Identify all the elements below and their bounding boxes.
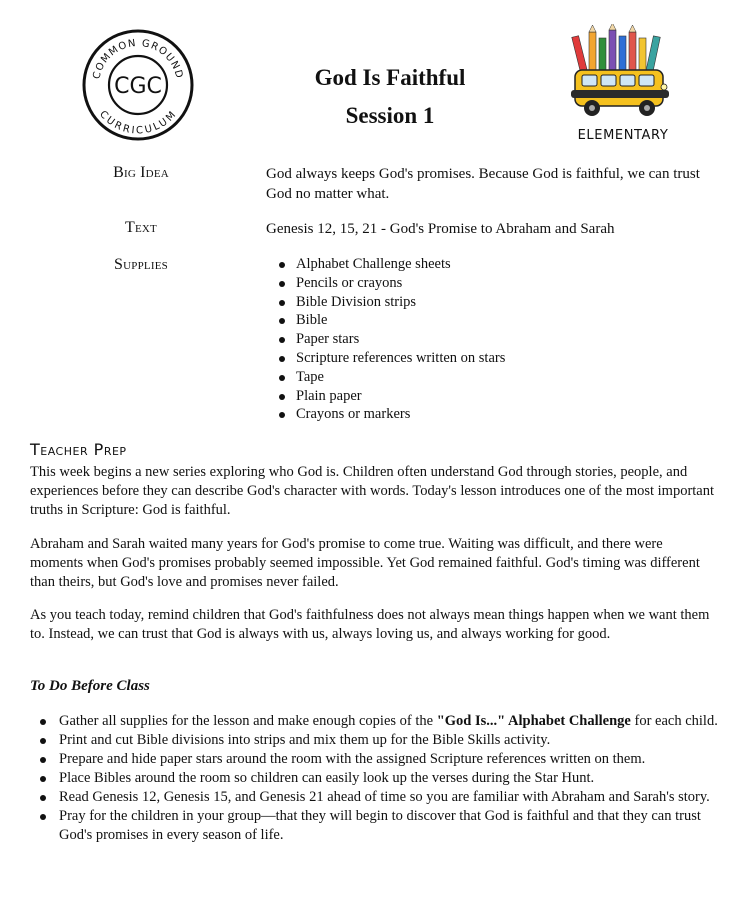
supplies-label: Supplies [114,256,168,273]
lesson-title: God Is Faithful [314,65,466,90]
big-idea-label: Big Idea [113,164,169,181]
supply-item: Pencils or crayons [270,274,505,293]
grade-level-label: ELEMENTARY [577,128,669,143]
logo-arc-top: COMMON GROUND [91,37,185,81]
to-do-item: Read Genesis 12, Genesis 15, and Genesis 21 ahead of time so you are familiar with Abraham and Sarah's story. [30,788,720,807]
teacher-prep-paragraph: Abraham and Sarah waited many years for God's promise to come true. Waiting was difficult, and there were moments when God's promises probably seemed impossible. Yet God remained faithful. God's timing was different than theirs, but God's love and promises never failed. [30,536,700,590]
supply-item: Alphabet Challenge sheets [270,255,505,274]
supply-item: Tape [270,368,505,387]
to-do-text: Gather all supplies for the lesson and make enough copies of the [59,713,437,729]
scripture-text: Genesis 12, 15, 21 - God's Promise to Abraham and Sarah [266,221,615,237]
session-title: Session 1 [345,103,435,128]
logo-arc-bottom: CURRICULUM [97,108,179,137]
supply-item: Paper stars [270,330,505,349]
school-bus-icon [565,24,675,124]
supply-item: Crayons or markers [270,405,505,424]
text-label: Text [125,219,157,236]
supply-item: Bible Division strips [270,293,505,312]
to-do-text: for each child. [630,713,718,729]
supplies-list [270,255,505,424]
to-do-list [30,712,720,845]
logo-center-text: CGC [114,74,162,99]
big-idea-text: God always keeps God's promises. Because God is faithful, we can trust God no matter what. [266,166,700,202]
to-do-item [30,712,720,731]
teacher-prep-paragraph: This week begins a new series exploring who God is. Children often understand God through stories, people, and experiences before they can describe God's character with words. Today's lesson introduces one of the most important truths in Scripture: God is faithful. [30,464,715,518]
cgc-logo [82,29,194,141]
to-do-item: Place Bibles around the room so children can easily look up the verses during the Star Hunt. [30,769,720,788]
teacher-prep-paragraph: As you teach today, remind children that God's faithfulness does not always mean things happen when we want them to. Instead, we can trust that God is always with us, always loving us, and always working for good. [30,607,710,642]
to-do-item: Pray for the children in your group—that they will begin to discover that God is faithful and that they can trust God's promises in every season of life. [30,807,720,845]
to-do-item: Print and cut Bible divisions into strips and mix them up for the Bible Skills activity. [30,731,720,750]
supply-item: Scripture references written on stars [270,349,505,368]
supply-item: Plain paper [270,387,505,406]
to-do-heading: To Do Before Class [30,678,150,694]
to-do-item: Prepare and hide paper stars around the room with the assigned Scripture references written on them. [30,750,720,769]
alphabet-challenge-name: "God Is..." Alphabet Challenge [436,713,631,729]
teacher-prep-heading: Teacher Prep [30,440,127,459]
supply-item: Bible [270,311,505,330]
